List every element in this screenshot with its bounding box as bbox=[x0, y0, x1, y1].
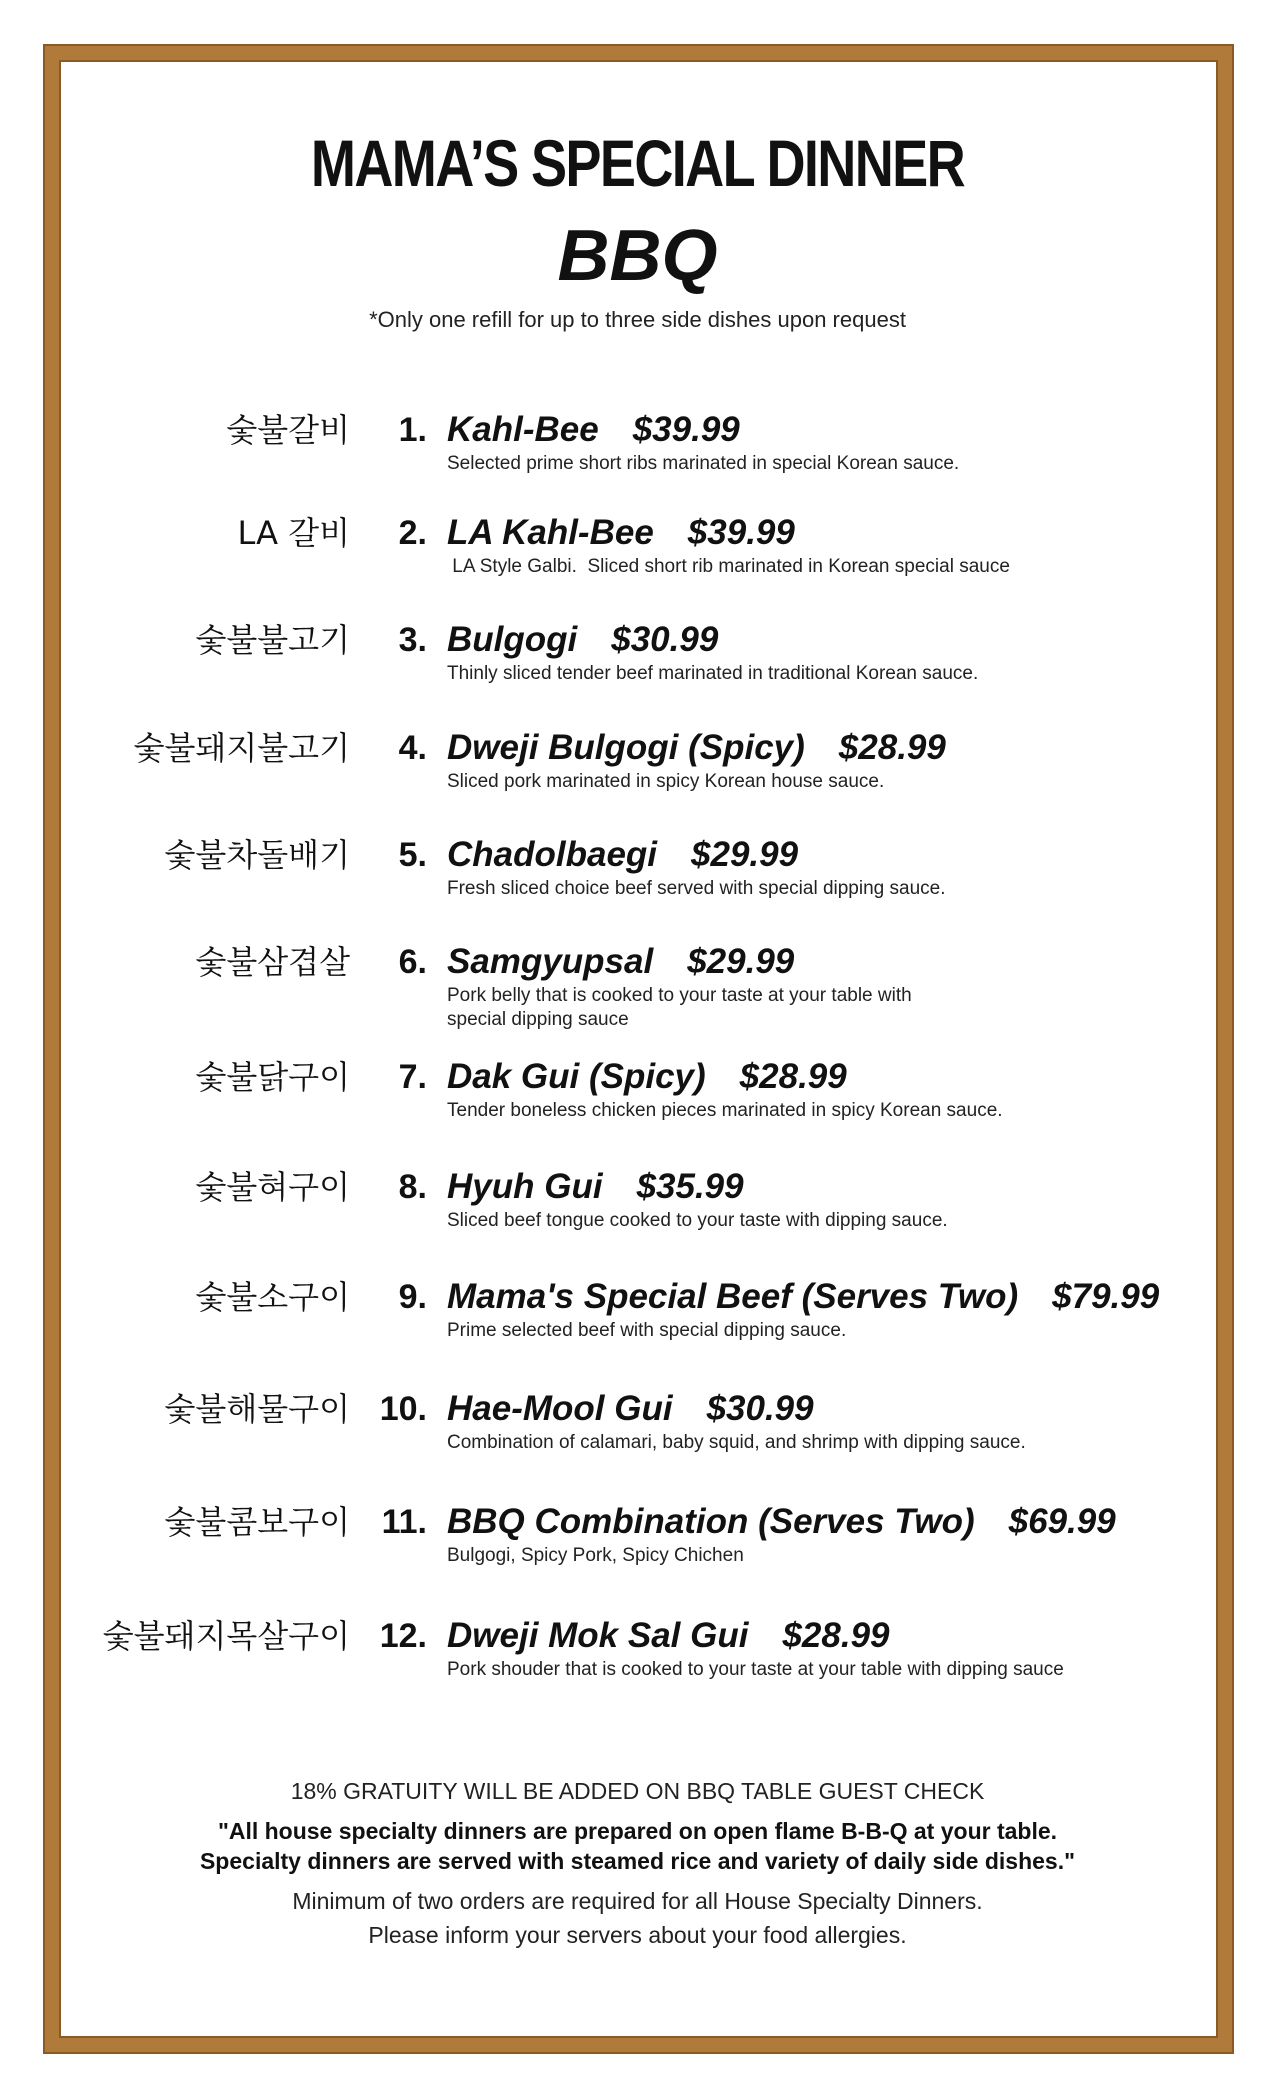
item-price: $30.99 bbox=[706, 1389, 814, 1428]
menu-title: MAMA’S SPECIAL DINNER bbox=[310, 126, 965, 200]
item-title bbox=[447, 410, 740, 450]
item-title bbox=[447, 1502, 1116, 1542]
item-title bbox=[447, 835, 798, 875]
korean-name: 숯불삼겹살 bbox=[195, 943, 350, 981]
item-description: Pork belly that is cooked to your taste at your table with special dipping sauce bbox=[447, 985, 912, 1030]
item-title bbox=[447, 1057, 847, 1097]
menu-item bbox=[0, 835, 1275, 925]
item-number: 11. bbox=[381, 1503, 427, 1541]
item-description: Sliced beef tongue cooked to your taste with dipping sauce. bbox=[447, 1210, 948, 1231]
item-name: Samgyupsal bbox=[447, 942, 654, 981]
specialty-quote-line-2: Specialty dinners are served with steamed rice and variety of daily side dishes." bbox=[199, 1848, 1076, 1874]
korean-name: 숯불불고기 bbox=[195, 621, 350, 659]
item-number: 6. bbox=[398, 943, 427, 981]
item-price: $79.99 bbox=[1052, 1277, 1160, 1316]
menu-item bbox=[0, 1616, 1275, 1706]
specialty-quote-line-1: "All house specialty dinners are prepared on open flame B-B-Q at your table. bbox=[217, 1818, 1058, 1844]
menu-item bbox=[0, 728, 1275, 818]
minimum-order-notice: Minimum of two orders are required for all House Specialty Dinners. bbox=[292, 1888, 983, 1914]
korean-name: LA 갈비 bbox=[237, 514, 350, 552]
item-number: 4. bbox=[398, 729, 427, 767]
item-title bbox=[447, 942, 794, 982]
item-description: Sliced pork marinated in spicy Korean house sauce. bbox=[447, 771, 885, 792]
item-number: 8. bbox=[398, 1168, 427, 1206]
korean-name: 숯불소구이 bbox=[195, 1278, 350, 1316]
menu-item bbox=[0, 620, 1275, 710]
item-number: 7. bbox=[398, 1058, 427, 1096]
item-price: $39.99 bbox=[687, 513, 795, 552]
korean-name: 숯불혀구이 bbox=[195, 1168, 350, 1206]
korean-name: 숯불닭구이 bbox=[195, 1058, 350, 1096]
korean-name: 숯불갈비 bbox=[226, 411, 350, 449]
item-price: $35.99 bbox=[636, 1167, 744, 1206]
item-description: Bulgogi, Spicy Pork, Spicy Chichen bbox=[447, 1545, 744, 1566]
item-title bbox=[447, 1616, 890, 1656]
item-name: Dweji Mok Sal Gui bbox=[447, 1616, 749, 1655]
menu-item bbox=[0, 1167, 1275, 1257]
korean-name: 숯불해물구이 bbox=[164, 1390, 350, 1428]
item-title bbox=[447, 728, 946, 768]
menu-subtitle: BBQ bbox=[557, 216, 718, 296]
item-number: 5. bbox=[398, 836, 427, 874]
menu-item bbox=[0, 513, 1275, 603]
korean-name: 숯불콤보구이 bbox=[164, 1503, 350, 1541]
item-price: $28.99 bbox=[782, 1616, 890, 1655]
item-description: LA Style Galbi. Sliced short rib marinated in Korean special sauce bbox=[447, 556, 1010, 577]
item-price: $28.99 bbox=[838, 728, 946, 767]
item-name: Dak Gui (Spicy) bbox=[447, 1057, 706, 1096]
item-name: Bulgogi bbox=[447, 620, 578, 659]
item-name: BBQ Combination (Serves Two) bbox=[447, 1502, 975, 1541]
item-number: 9. bbox=[398, 1278, 427, 1316]
item-description: Fresh sliced choice beef served with special dipping sauce. bbox=[447, 878, 946, 899]
item-description: Prime selected beef with special dipping sauce. bbox=[447, 1320, 847, 1341]
item-description: Pork shouder that is cooked to your taste at your table with dipping sauce bbox=[447, 1659, 1064, 1680]
item-name: Dweji Bulgogi (Spicy) bbox=[447, 728, 805, 767]
gratuity-notice: 18% GRATUITY WILL BE ADDED ON BBQ TABLE GUEST CHECK bbox=[290, 1778, 985, 1804]
item-description: Combination of calamari, baby squid, and shrimp with dipping sauce. bbox=[447, 1432, 1026, 1453]
menu-item bbox=[0, 942, 1275, 1032]
item-description: Selected prime short ribs marinated in special Korean sauce. bbox=[447, 453, 960, 474]
item-price: $28.99 bbox=[739, 1057, 847, 1096]
item-price: $29.99 bbox=[691, 835, 799, 874]
item-name: Hae-Mool Gui bbox=[447, 1389, 673, 1428]
item-price: $29.99 bbox=[687, 942, 795, 981]
item-name: Kahl-Bee bbox=[447, 410, 599, 449]
korean-name: 숯불돼지불고기 bbox=[133, 729, 350, 767]
korean-name: 숯불돼지목살구이 bbox=[102, 1617, 350, 1655]
menu-item bbox=[0, 410, 1275, 500]
item-name: Chadolbaegi bbox=[447, 835, 658, 874]
item-price: $39.99 bbox=[632, 410, 740, 449]
item-number: 12. bbox=[379, 1617, 427, 1655]
refill-note: *Only one refill for up to three side dishes upon request bbox=[369, 307, 906, 332]
item-number: 3. bbox=[398, 621, 427, 659]
item-name: Hyuh Gui bbox=[447, 1167, 603, 1206]
item-description: Tender boneless chicken pieces marinated in spicy Korean sauce. bbox=[447, 1100, 1003, 1121]
item-name: Mama's Special Beef (Serves Two) bbox=[447, 1277, 1019, 1316]
item-number: 1. bbox=[398, 411, 427, 449]
korean-name: 숯불차돌배기 bbox=[164, 836, 350, 874]
item-title bbox=[447, 620, 718, 660]
item-name: LA Kahl-Bee bbox=[447, 513, 654, 552]
menu-item bbox=[0, 1057, 1275, 1147]
item-title bbox=[447, 1277, 1159, 1317]
item-title bbox=[447, 1389, 814, 1429]
menu-item bbox=[0, 1502, 1275, 1592]
item-title bbox=[447, 513, 795, 553]
menu-border-frame bbox=[45, 46, 1232, 2052]
menu-item bbox=[0, 1277, 1275, 1367]
item-price: $30.99 bbox=[611, 620, 719, 659]
item-number: 10. bbox=[379, 1390, 427, 1428]
allergy-notice: Please inform your servers about your food allergies. bbox=[368, 1922, 907, 1948]
item-title bbox=[447, 1167, 744, 1207]
menu-item bbox=[0, 1389, 1275, 1479]
item-price: $69.99 bbox=[1008, 1502, 1116, 1541]
item-number: 2. bbox=[398, 514, 427, 552]
item-description: Thinly sliced tender beef marinated in traditional Korean sauce. bbox=[447, 663, 979, 684]
